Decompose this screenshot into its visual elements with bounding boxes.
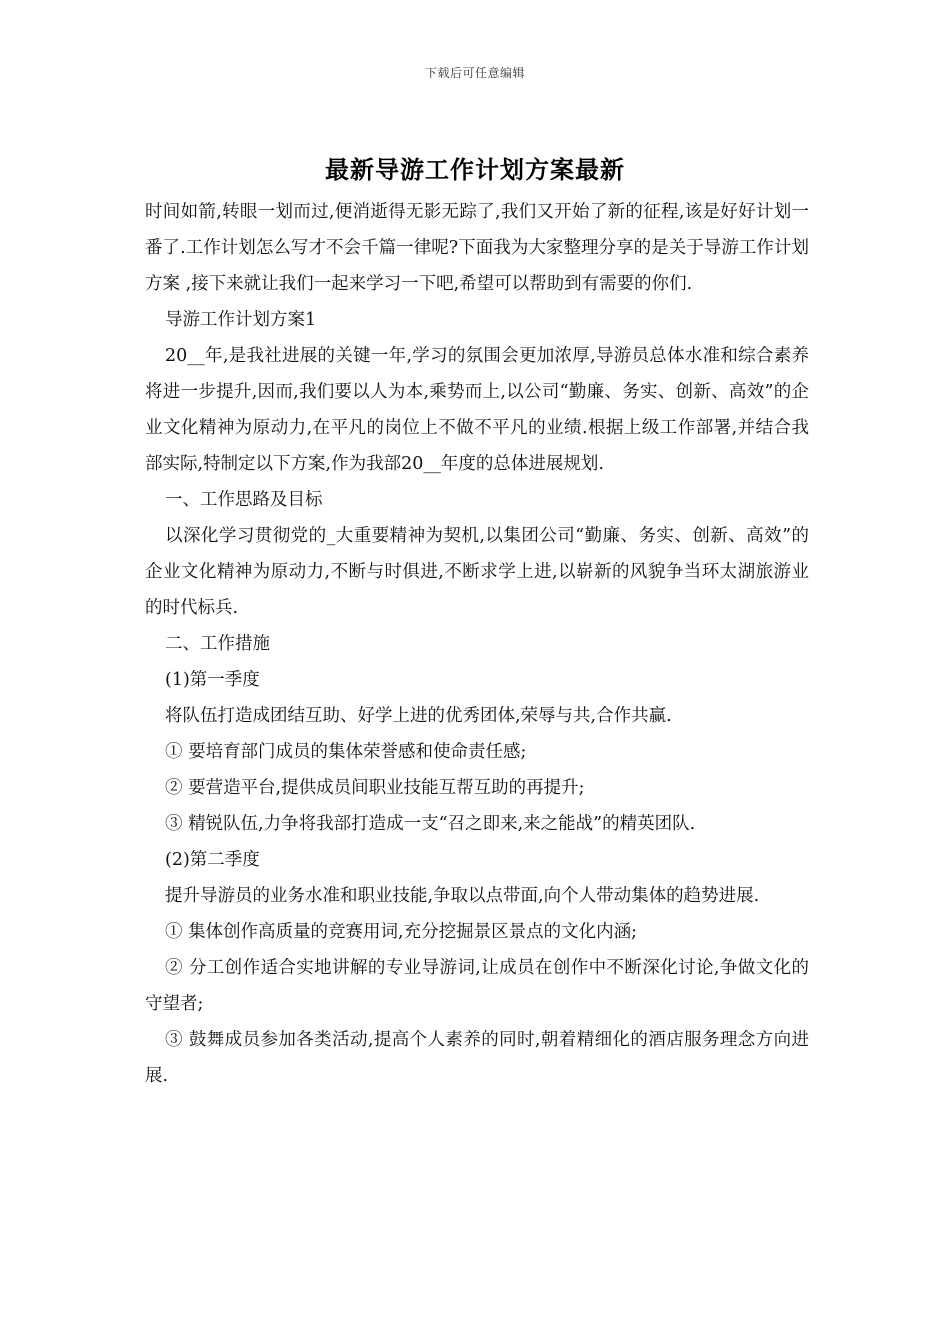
list-item-quarter-2-2: ② 分工创作适合实地讲解的专业导游词,让成员在创作中不断深化讨论,争做文化的守望者;	[145, 958, 809, 1014]
subheading-quarter-1: (1)第一季度	[165, 670, 260, 690]
section-heading-plan-1: 导游工作计划方案1	[165, 310, 317, 330]
list-item-quarter-1-3: ③ 精锐队伍,力争将我部打造成一支“召之即来,来之能战”的精英团队.	[165, 814, 696, 834]
paragraph-overview: 20__年,是我社进展的关键一年,学习的氛围会更加浓厚,导游员总体水准和综合素养将进一步提升,因而,我们要以人为本,乘势而上,以公司“勤廉、务实、创新、高效”的企业文化精神为原动力,在平凡的岗位上不做不平凡的业绩.根据上级工作部署,并结合我部实际,特制定以下方案,作为我部20__年度的总体进展规划.	[145, 346, 809, 474]
paragraph-ideas-goals: 以深化学习贯彻党的_大重要精神为契机,以集团公司“勤廉、务实、创新、高效”的企业文化精神为原动力,不断与时俱进,不断求学上进,以崭新的风貌争当环太湖旅游业的时代标兵.	[145, 526, 809, 618]
section-heading-measures: 二、工作措施	[165, 634, 270, 654]
paragraph-intro: 时间如箭,转眼一划而过,便消逝得无影无踪了,我们又开始了新的征程,该是好好计划一番了.工作计划怎么写才不会千篇一律呢?下面我为大家整理分享的是关于导游工作计划方案 ,接下来就让我们一起来学习一下吧,希望可以帮助到有需要的你们.	[145, 202, 809, 294]
document-body	[145, 194, 809, 1094]
list-item-quarter-2-3: ③ 鼓舞成员参加各类活动,提高个人素养的同时,朝着精细化的酒店服务理念方向进展.	[145, 1030, 809, 1086]
section-heading-ideas-goals: 一、工作思路及目标	[165, 490, 323, 510]
list-item-quarter-1-2: ② 要营造平台,提供成员间职业技能互帮互助的再提升;	[165, 778, 585, 798]
header-note: 下载后可任意编辑	[424, 66, 525, 80]
document-title: 最新导游工作计划方案最新	[325, 155, 625, 184]
paragraph-quarter-1: 将队伍打造成团结互助、好学上进的优秀团体,荣辱与共,合作共赢.	[165, 706, 672, 726]
subheading-quarter-2: (2)第二季度	[165, 850, 260, 870]
list-item-quarter-2-1: ① 集体创作高质量的竞赛用词,充分挖掘景区景点的文化内涵;	[165, 922, 638, 942]
paragraph-quarter-2: 提升导游员的业务水准和职业技能,争取以点带面,向个人带动集体的趋势进展.	[165, 886, 760, 906]
list-item-quarter-1-1: ① 要培育部门成员的集体荣誉感和使命责任感;	[165, 742, 527, 762]
